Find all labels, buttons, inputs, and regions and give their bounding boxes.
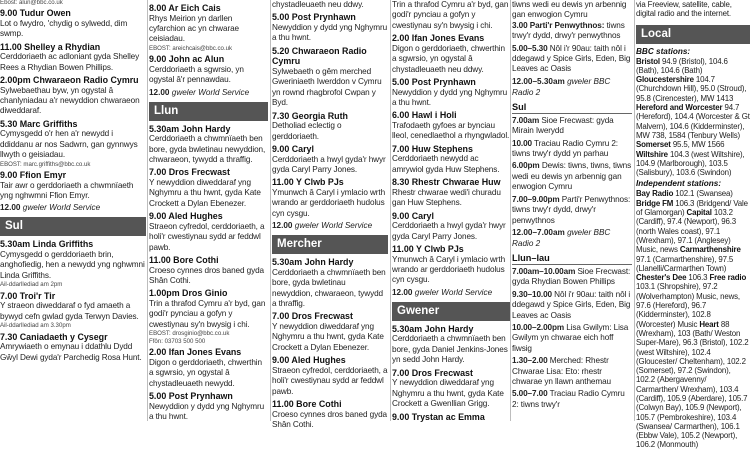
programme-title: 9.00 Trystan ac Emma xyxy=(392,411,485,422)
entry-desc: Dewis: tiwns, tiwns, tiwns wedi eu dewis yn arbennig gan enwogion Cymru xyxy=(512,161,632,192)
station-name: Carmarthenshire xyxy=(679,245,741,255)
station-freqs: 106.3 (Bridgend/ Vale of Glamorgan) xyxy=(636,198,748,218)
column-divider xyxy=(270,0,271,421)
programme-note: Ffôn: 03703 500 500 xyxy=(149,337,206,345)
schedule-entry xyxy=(512,161,632,192)
programme-desc: Cerddoriaeth newydd ac amrywiol gyda Huw Stephens. xyxy=(392,154,500,174)
programme-title: 2.00 Ifan Jones Evans xyxy=(392,33,485,44)
schedule-entry xyxy=(512,195,632,226)
fragment-line: Trin a thrafod Cymru a'r byd, gan godi'r pynciau a gofyn y cwestiynau sy'n bwysig i chi. xyxy=(392,0,509,30)
programme-title: 5.30am John Hardy xyxy=(272,257,354,268)
programme-desc: Cerddoriaeth a chwmnïaeth ben bore, gyda bwletinau newyddion, chwaraeon, tywydd a thraffig. xyxy=(272,267,386,309)
entry-desc: Sioe Frecwast: gyda Rhydian Bowen Phillips xyxy=(512,266,631,287)
schedule-entry xyxy=(512,389,632,410)
programme-desc: Y newyddion diweddaraf yng Nghymru a thu hwnt, gyda Kate Crockett a Dylan Ebenezer. xyxy=(149,178,261,208)
entry-desc: Lisa Gwilym: Lisa Gwilym yn chwarae eich hoff fiwsig xyxy=(512,322,629,353)
ws-time: 12.00 xyxy=(392,287,413,297)
station-name: Chester's Dee xyxy=(636,273,687,283)
programme-title: 7.00 Dros Frecwast xyxy=(392,367,473,378)
programme-note: EBOST: areichcais@bbc.co.uk xyxy=(149,44,233,52)
fragment-note: Ebost: alun@bbc.co.uk xyxy=(0,0,63,6)
programme-title: 8.30 Rhestr Chwarae Huw xyxy=(392,177,501,188)
station-freqs: 103.1 (Shropshire), 97.2 (Wolverhampton) Music, news, 97.6 (Hereford), 96.7 (Kidderminster), 102.8 (Worcester) Music xyxy=(636,282,740,329)
schedule-entry xyxy=(512,356,632,387)
schedule-entry xyxy=(512,139,632,160)
bbc-stations-heading: BBC stations: xyxy=(636,46,691,56)
day-header-mercher: Mercher xyxy=(272,235,388,254)
station-freqs: 94.7 (Hereford), 104.4 (Worcester & Gt Malvern), 104.6 (Kidderminster), MW 738, 1584 (Tenbury Wells) xyxy=(636,103,750,140)
schedule-entry xyxy=(512,116,632,137)
programme-title: 2.00 Ifan Jones Evans xyxy=(149,347,242,358)
column-divider xyxy=(634,0,635,421)
radio2-line xyxy=(512,227,632,249)
world-service-line xyxy=(392,287,510,298)
entry-time: 12.00–5.30am xyxy=(512,76,565,86)
programme-desc: Cerddoriaeth a sgwrsio, yn ogystal â'r pennawdau. xyxy=(149,64,244,85)
programme-title: 6.00 Hawl i Holi xyxy=(392,110,457,121)
programme-title: 9.00 Tudur Owen xyxy=(0,8,71,19)
programme-title: 7.30 Georgia Ruth xyxy=(272,110,348,121)
day-subheader-sul: Sul xyxy=(512,101,632,114)
station-freqs: 104.3 (west Wiltshire), 104.9 (Marlborough), 103.5 (Salisbury), 103.6 (Swindon) xyxy=(636,149,745,178)
entry-desc: Nôl i'r 90au: taith nôl i ddegawd y Spice Girls, Eden, Big Leaves ac Oasis xyxy=(512,289,631,320)
programme-desc: Sylwebaeth o gêm merched Gweriniaeth Iwerddon v Cymru yn rownd rhagbrofol Cwpan y Byd. xyxy=(272,67,382,108)
programme-title: 9.00 Caryl xyxy=(392,210,434,221)
programme-title: 11.00 Y Clwb PJs xyxy=(392,244,464,255)
station-freqs: 103.2 (Cardiff), 97.4 (Newport), 96.3 (north Wales coast), 97.1 (Wrexham), 97.1 (Anglesey) Music, news xyxy=(636,208,737,255)
entry-desc: Merched: Rhestr Chwarae Lisa: Eto: rhestr chwarae yn llawn anthemau xyxy=(512,356,611,386)
programme-title: 9.00 Aled Hughes xyxy=(149,211,223,222)
station-freqs: 94.9 (Bristol), 104.6 (Bath), 104.6 (Bath) xyxy=(636,56,728,75)
entry-desc: gweler BBC Radio 2 xyxy=(512,76,611,97)
world-service-line xyxy=(149,87,268,98)
fragment-line: tiwns wedi eu dewis yn arbennig gan enwogion Cymru xyxy=(512,0,627,20)
programme-desc: Digon o gerddoriaeth, chwerthin a sgwrsio, yn ogystal â chystadleuaeth newydd. xyxy=(149,357,262,388)
schedule-entry xyxy=(512,290,632,321)
programme-note: EBOST: drosginio@bbc.co.uk xyxy=(149,330,230,338)
entry-time: 12.00–7.00am xyxy=(512,227,565,237)
programme-title: 5.00 Post Prynhawn xyxy=(149,390,233,401)
programme-desc: Cerddoriaeth ac adloniant gyda Shelley Rees a Rhydian Bowen Phillips. xyxy=(0,52,140,72)
programme-desc: Croeso cynnes dros baned gyda Shân Cothi. xyxy=(149,265,264,286)
programme-desc: Newyddion y dydd yng Nghymru a thu hwnt. xyxy=(149,401,265,421)
station-name: Free radio xyxy=(709,273,747,283)
station-freqs: 95.5, MW 1566 xyxy=(672,140,725,150)
station-name: Capital xyxy=(686,208,712,218)
programme-title: 9.00 Ffion Emyr xyxy=(0,170,67,181)
programme-desc: Newyddion y dydd yng Nghymru a thu hwnt. xyxy=(272,23,388,43)
day-header-llun: Llun xyxy=(149,102,268,121)
ws-time: 12.00 xyxy=(272,221,293,231)
world-service-line xyxy=(0,202,146,213)
ws-time: 12.00 xyxy=(0,203,21,213)
programme-title: 11.00 Bore Cothi xyxy=(149,255,219,266)
programme-desc: Straeon cyfredol, cerddoriaeth, a holi'r cwestiynau sydd ar feddwl pawb. xyxy=(272,365,388,396)
programme-desc: Y straeon diweddaraf o fyd amaeth a bywyd cefn gwlad gyda Terwyn Davies. xyxy=(0,301,139,321)
station-name: Wiltshire xyxy=(636,149,668,159)
programme-desc: Cerddoriaeth a chwmnïaeth ben bore, gyda Daniel Jenkins-Jones yn sedd John Hardy. xyxy=(392,334,508,365)
entry-time: 7.00am xyxy=(512,115,540,125)
programme-desc: Sylwebaethau byw, yn ogystal â chanlyniadau a'r newyddion chwaraeon diweddaraf. xyxy=(0,85,140,116)
programme-title: 7.00 Dros Frecwast xyxy=(149,167,230,178)
programme-title: 11.00 Shelley a Rhydian xyxy=(0,41,101,52)
entry-time: 9.30–10.00 xyxy=(512,289,552,299)
entry-time: 7.00am–10.00am xyxy=(512,266,576,276)
programme-desc: Cerddoriaeth a chwmnïaeth ben bore, gyda bwletinau newyddion, chwaraeon, tywydd a thraffig. xyxy=(149,134,266,165)
programme-desc: Cerddoriaeth a hwyl gyda'r hwyr gyda Caryl Parry Jones. xyxy=(272,154,386,175)
programme-desc: Detholiad eclectig o gerddoriaeth. xyxy=(272,121,342,141)
programme-desc: Cymysgedd o'r hen a'r newydd i ddiddanu ar nos Sadwrn, gan gynnwys llwyth o geisiadau. xyxy=(0,129,138,160)
ws-text: gweler World Service xyxy=(414,287,493,297)
programme-note: Ail-ddarllediad am 3.30pm xyxy=(0,322,71,330)
world-service-line xyxy=(272,220,388,231)
fragment-line: chystadleuaeth neu ddwy. xyxy=(272,0,364,9)
schedule-entry xyxy=(512,21,632,42)
programme-title: 8.00 Ar Eich Cais xyxy=(149,3,221,13)
entry-time: 7.00–9.00pm xyxy=(512,194,560,204)
programme-title: 7.00 Troi'r Tir xyxy=(0,290,56,301)
station-freqs: 97.1 (Carmarthenshire), 97.5 (Llanelli/Carmarthen Town) xyxy=(636,254,734,273)
programme-title: 5.00 Post Prynhawn xyxy=(392,77,476,88)
entry-desc: Traciau Radio Cymru 2: tiwns trwy'r dydd yn parhau xyxy=(512,138,618,159)
ws-text: gweler World Service xyxy=(294,221,373,231)
entry-time: 10.00 xyxy=(512,138,532,148)
programme-desc: Trin a thrafod Cymru a'r byd, gan godi'r pynciau a gofyn y cwestiynau sy'n bwysig i chi. xyxy=(149,299,266,329)
programme-desc: Cerddoriaeth a hwyl gyda'r hwyr gyda Caryl Parry Jones. xyxy=(392,221,506,241)
programme-title: 9.00 Aled Hughes xyxy=(272,355,346,366)
station-freqs: 88 (Wrexham), 103 (Bath/ Weston Super-Mare), 96.3 (Bristol), 102.2 (west Wiltshire), 102.4 (Gloucester/ Cheltenham), 102.2 (Somerset), 97.2 (Swindon), 102.2 (Abergavenny/ Carmarthen/ Wrexham), 103.4 (Cardiff), 105.9 (Aberdare), 105.7 (Colwyn Bay), 105.9 (Newport), 105.7 (Pembrokeshire), 103.4 (Swansea/ Carmarthen), 106.1 (Ebbw Vale), 105.2 (Newport), 106.2 (Monmouth) xyxy=(636,319,749,450)
fragment-line: digital radio and the internet. xyxy=(636,9,731,19)
independent-stations-heading: Independent stations: xyxy=(636,179,722,189)
day-subheader-llun-iau: Llun–Iau xyxy=(512,252,632,265)
programme-title: 5.30am John Hardy xyxy=(392,323,474,334)
programme-note: Ail-ddarllediad am 2pm xyxy=(0,281,63,289)
independent-stations-list xyxy=(636,189,750,449)
listings-column-2 xyxy=(149,0,268,421)
entry-time: 6.00pm xyxy=(512,161,540,171)
column-divider xyxy=(390,0,391,421)
programme-desc: Y newyddion diweddaraf yng Nghymru a thu hwnt, gyda Kate Crockett a Dylan Ebenezer. xyxy=(272,322,384,352)
station-name: Heart xyxy=(699,319,719,329)
station-name: Bristol xyxy=(636,56,660,66)
programme-note: EBOST: marc.griffiths@bbc.co.uk xyxy=(0,160,91,168)
programme-title: 7.00 Huw Stephens xyxy=(392,143,473,154)
programme-desc: Ymunwch â Caryl i ymlacio wrth wrando ar gerddoriaeth hudolus cyn cysgu. xyxy=(392,254,506,285)
entry-time: 3.00 Parti'r Penwythnos: xyxy=(512,20,605,30)
programme-title: 11.00 Y Clwb PJs xyxy=(272,177,344,188)
programme-desc: Amrywiaeth o emynau i ddathlu Dydd Gŵyl Dewi gyda'r Parchedig Rosa Hunt. xyxy=(0,342,142,362)
station-freqs: 102.1 (Swansea) xyxy=(675,189,733,199)
entry-desc: Parti'r Penwythnos: tiwns trwy'r dydd, drwy'r penwythnos xyxy=(512,194,631,225)
local-header: Local xyxy=(636,25,750,44)
schedule-entry xyxy=(512,44,632,75)
entry-desc: tiwns trwy'r dydd, drwy'r penwythnos xyxy=(512,20,625,41)
programme-desc: Lot o fwydro, 'chydig o sylwedd, dim swmp. xyxy=(0,18,128,39)
programme-desc: Digon o gerddoriaeth, chwerthin a sgwrsio, yn ogystal â chystadleuaeth neu ddwy. xyxy=(392,43,505,74)
entry-desc: Sioe Frecwast: gyda Mirain Iwerydd xyxy=(512,115,614,136)
programme-title: 5.30am John Hardy xyxy=(149,123,231,134)
day-header-sul: Sul xyxy=(0,217,146,236)
station-freqs: 104.7 (Churchdown Hill), 95.0 (Stroud), 95.8 (Cirencester), MW 1413 xyxy=(636,75,747,103)
programme-desc: Rhys Meirion yn darllen cyfarchion ac yn chwarae ceisiadau. xyxy=(149,13,239,44)
programme-title: 1.00pm Dros Ginio xyxy=(149,288,228,299)
programme-title: 7.00 Dros Frecwast xyxy=(272,311,353,322)
station-name: Bay Radio xyxy=(636,189,674,199)
column-divider xyxy=(510,0,511,421)
station-freqs: 106.3 xyxy=(688,273,708,283)
programme-title: 9.00 Caryl xyxy=(272,144,314,155)
fragment-line: via Freeview, satellite, cable, xyxy=(636,0,732,9)
station-name: Gloucestershire xyxy=(636,75,694,85)
entry-time: 1.30–2.00 xyxy=(512,356,548,366)
day-header-gwener: Gwener xyxy=(392,302,510,321)
programme-title: 2.00pm Chwaraeon Radio Cymru xyxy=(0,75,139,86)
programme-title: 11.00 Bore Cothi xyxy=(272,399,342,410)
ws-text: gweler World Service xyxy=(22,203,101,213)
schedule-entry xyxy=(512,323,632,354)
local-stations-column xyxy=(636,0,750,450)
programme-desc: Y newyddion diweddaraf yng Nghymru a thu hwnt, gyda Kate Crockett a Gwenllian Grigg. xyxy=(392,378,504,409)
column-divider xyxy=(147,0,148,421)
schedule-entry xyxy=(512,267,632,288)
listings-column-4 xyxy=(392,0,510,421)
entry-time: 10.00–2.00pm xyxy=(512,322,565,332)
radio2-line xyxy=(512,76,632,98)
station-name: Somerset xyxy=(636,140,671,150)
station-name: Hereford and Worcester xyxy=(636,103,723,113)
programme-title: 9.00 John ac Alun xyxy=(149,54,225,65)
entry-desc: gweler BBC Radio 2 xyxy=(512,227,611,248)
entry-desc: Nôl i'r 90au: taith nôl i ddegawd y Spice Girls, Eden, Big Leaves ac Oasis xyxy=(512,43,631,74)
listings-column-5 xyxy=(512,0,632,421)
programme-desc: Croeso cynnes dros baned gyda Shân Cothi. xyxy=(272,409,387,430)
programme-title: 5.00 Post Prynhawn xyxy=(272,12,356,23)
ws-text: gweler World Service xyxy=(171,87,250,97)
station-name: Bridge FM xyxy=(636,198,674,208)
programme-title: 5.20 Chwaraeon Radio Cymru xyxy=(272,45,367,67)
listings-column-1 xyxy=(0,0,146,399)
programme-title: 5.30 Marc Griffiths xyxy=(0,118,78,129)
programme-title: 5.30am Linda Griffiths xyxy=(0,239,94,250)
listings-column-3 xyxy=(272,0,388,430)
programme-desc: Cymysgedd o gerddoriaeth brin, anghofiedig, hen a newydd yng nghwmni Linda Griffiths. xyxy=(0,250,145,280)
programme-desc: Rhestr chwarae wedi'i churadu gan Huw Stephens. xyxy=(392,187,501,208)
programme-desc: Straeon cyfredol, cerddoriaeth, a holi'r cwestiynau sydd ar feddwl pawb. xyxy=(149,221,265,252)
programme-desc: Trafodaeth gyfoes ar bynciau lleol, cenedlaethol a rhyngwladol. xyxy=(392,121,510,141)
programme-desc: Newyddion y dydd yng Nghymru a thu hwnt. xyxy=(392,87,508,108)
entry-time: 5.00–5.30 xyxy=(512,43,548,53)
entry-time: 5.00–7.00 xyxy=(512,389,548,399)
programme-desc: Tair awr o gerddoriaeth a chwmnïaeth yng nghwmni Ffion Emyr. xyxy=(0,180,134,201)
entry-desc: Traciau Radio Cymru 2: tiwns trwy'r xyxy=(512,389,625,409)
bbc-stations-list xyxy=(636,57,750,178)
ws-time: 12.00 xyxy=(149,87,170,97)
programme-desc: Ymunwch â Caryl i ymlacio wrth wrando ar gerddoriaeth hudolus cyn cysgu. xyxy=(272,188,386,218)
programme-title: 7.30 Caniadaeth y Cysegr xyxy=(0,331,108,342)
